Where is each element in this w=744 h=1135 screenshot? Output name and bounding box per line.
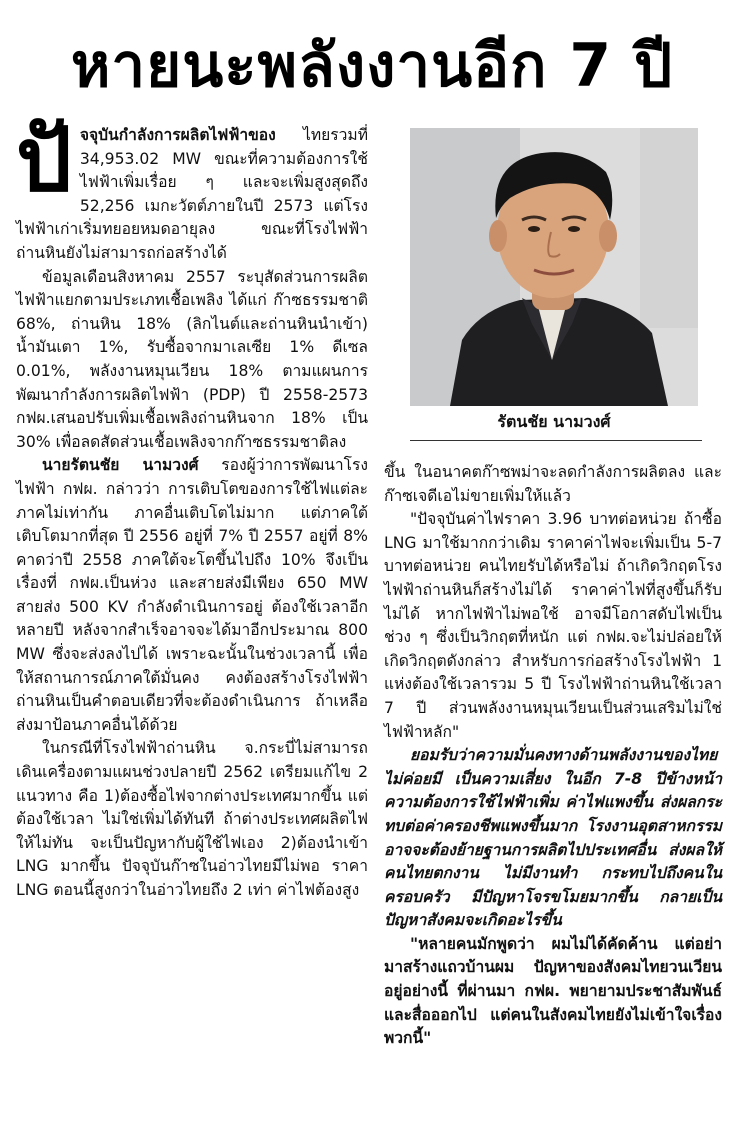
drop-cap: ปั bbox=[16, 108, 72, 211]
lead-paragraph bbox=[16, 108, 368, 266]
quote-intro-text: รองผู้ว่าการพัฒนาโรงไฟฟ้า กฟผ. กล่าวว่า การเติบโตของการใช้ไฟแต่ละภาคไม่เท่ากัน ภาคอื่นเติบโตไม่มาก แต่ภาคใต้เติบโตมากที่สุด ปี 2556 อยู่ที่ 7% ปี 2557 อยู่ที่ 8% คาดว่าปี 2558 ภาคใต้จะโตขึ้นไปถึง 10% จึงเป็นเรื่องที่ กฟผ.เป็นห่วง และสายส่งมีเพียง 650 MW สายส่ง 500 KV กำลังดำเนินการอยู่ ต้องใช้เวลาอีกหลายปี หลังจากสำเร็จอาจจะได้มาอีกประมาณ 800 MW ซึ่งจะส่งลงไปได้ เพราะฉะนั้นในช่วงเวลานี้ เพื่อให้สถานการณ์ภาคใต้มั่นคง คงต้องสร้างโรงไฟฟ้าถ่านหินเป็นคำตอบเดียวที่จะต้องดำเนินการ ถ้าเหลือส่งมาป้อนภาคอื่นได้ด้วย bbox=[16, 456, 368, 734]
photo-caption: รัตนชัย นามวงศ์ bbox=[497, 412, 611, 431]
caption-divider bbox=[410, 440, 702, 441]
electricity-price-quote: "ปัจจุบันค่าไฟราคา 3.96 บาทต่อหน่วย ถ้าซื้อ LNG มาใช้มากกว่าเดิม ราคาค่าไฟจะเพิ่มเป็น 5-7 บาทต่อหน่วย คนไทยรับได้หรือไม่ ถ้าเกิดวิกฤตโรงไฟฟ้าถ่านหินก็สร้างไม่ได้ ราคาค่าไฟที่สูงขึ้นก็รับไม่ได้ หากไฟฟ้าไม่พอใช้ อาจมีโอกาสดับไฟเป็นช่วง ๆ ซึ่งเป็นวิกฤตที่หนัก แต่ กฟผ.จะไม่ปล่อยให้เกิดวิกฤตดังกล่าว สำหรับการก่อสร้างโรงไฟฟ้า 1 แห่งต้องใช้เวลารวม 5 ปี โรงไฟฟ้าถ่านหินใช้เวลา 7 ปี ส่วนพลังงานหมุนเวียนเป็นส่วนเสริมไม่ใช่ไฟฟ้าหลัก" bbox=[384, 510, 722, 741]
lead-bold-text: จจุบันกำลังการผลิตไฟฟ้าของ bbox=[79, 126, 276, 144]
speaker-name: นายรัตนชัย นามวงศ์ bbox=[42, 456, 199, 475]
left-column bbox=[16, 108, 368, 903]
portrait-illustration bbox=[410, 128, 698, 406]
krabi-plan-paragraph: ในกรณีที่โรงไฟฟ้าถ่านหิน จ.กระบี่ไม่สามารถเดินเครื่องตามแผนช่วงปลายปี 2562 เตรียมแก้ไข 2 แนวทาง คือ 1)ต้องซื้อไฟจากต่างประเทศมากขึ้น แต่ต้องใช้เวลา ไม่ใช่เพิ่มได้ทันที ถ้าต่างประเทศผลิตไฟให้ไม่ทัน จะเป็นปัญหากับผู้ใช้ไฟเอง 2)ต้องนำเข้า LNG มากขึ้น ปัจจุบันก๊าซในอ่าวไทยมีไม่พอ ราคา LNG ตอนนี้สูงกว่าในอ่าวไทยถึง 2 เท่า ค่าไฟต้องสูง bbox=[16, 739, 368, 899]
portrait-photo bbox=[410, 128, 698, 406]
closing-quote: "หลายคนมักพูดว่า ผมไม่ได้คัดค้าน แต่อย่ามาสร้างแถวบ้านผม ปัญหาของสังคมไทยวนเวียนอยู่อย่างนี้ ที่ผ่านมา กฟผ. พยายามประชาสัมพันธ์และสื่อออกไป แต่คนในสังคมไทยยังไม่เข้าใจเรื่องพวกนี้" bbox=[384, 934, 722, 1048]
quote-intro-paragraph bbox=[16, 454, 368, 737]
headline: หายนะพลังงานอีก 7 ปี bbox=[70, 31, 674, 101]
gas-outlook-paragraph: ขึ้น ในอนาคตก๊าซพม่าจะลดกำลังการผลิตลง และก๊าซเจดีเอไม่ขายเพิ่มให้แล้ว bbox=[384, 463, 722, 505]
right-column bbox=[384, 461, 722, 1051]
fuel-share-paragraph: ข้อมูลเดือนสิงหาคม 2557 ระบุสัดส่วนการผลิตไฟฟ้าแยกตามประเภทเชื้อเพลิง ได้แก่ ก๊าซธรรมชาติ 68%, ถ่านหิน 18% (ลิกไนต์และถ่านหินนำเข้า) น้ำมันเตา 1%, รับซื้อจากมาเลเซีย 1% ดีเซล 0.01%, พลังงานหมุนเวียน 18% ตามแผนการพัฒนากำลังการผลิตไฟฟ้า (PDP) ปี 2558-2573 กฟผ.เสนอปรับเพิ่มเชื้อเพลิงถ่านหินจาก 18% เป็น 30% เพื่อลดสัดส่วนเชื้อเพลิงจากก๊าซธรรมชาติลง bbox=[16, 267, 368, 451]
lead-text: ไทยรวมที่ 34,953.02 MW ขณะที่ความต้องการใช้ไฟฟ้าเพิ่มเรื่อย ๆ และจะเพิ่มสูงสุดถึง 52,256 เมกะวัตต์ภายในปี 2573 แต่โรงไฟฟ้าเก่าเริ่มทยอยหมดอายุลง ขณะที่โรงไฟฟ้าถ่านหินยังไม่สามารถก่อสร้างได้ bbox=[16, 126, 368, 262]
energy-security-paragraph: ยอมรับว่าความมั่นคงทางด้านพลังงานของไทยไม่ค่อยมี เป็นความเสี่ยง ในอีก 7-8 ปีข้างหน้า ความต้องการใช้ไฟฟ้าเพิ่ม ค่าไฟแพงขึ้น ส่งผลกระทบต่อค่าครองชีพแพงขึ้นมาก โรงงานอุตสาหกรรมอาจจะต้องย้ายฐานการผลิตไปประเทศอื่น ส่งผลให้คนไทยตกงาน ไม่มีงานทำ กระทบไปถึงคนในครอบครัว มีปัญหาโจรขโมยมากขึ้น กลายเป็นปัญหาสังคมจะเกิดอะไรขึ้น bbox=[384, 746, 722, 930]
